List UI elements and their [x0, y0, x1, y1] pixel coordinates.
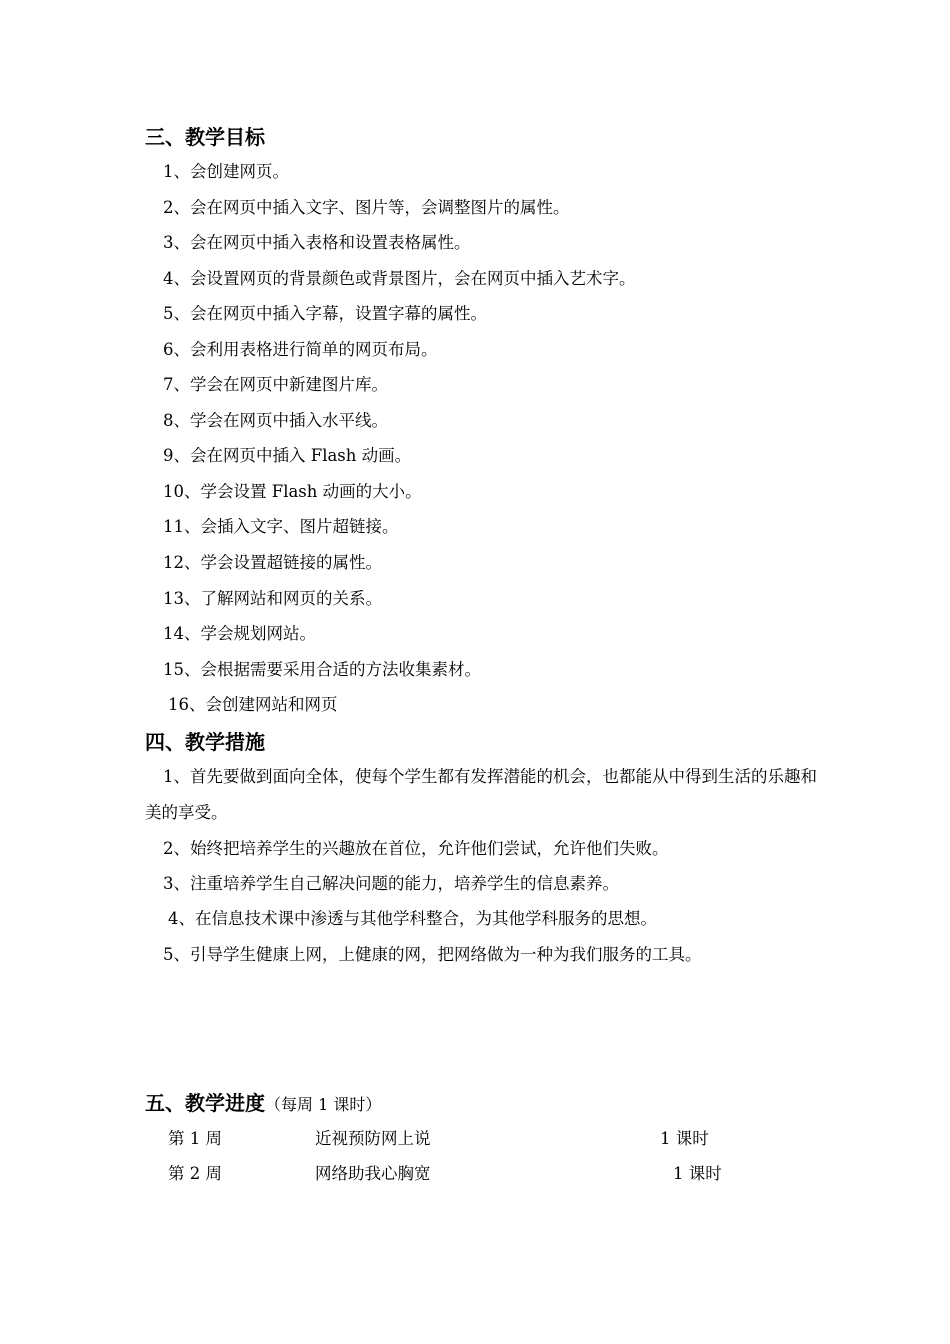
schedule-week: 第 1 周 [168, 1129, 222, 1148]
goal-item-14: 14、学会规划网站。 [163, 624, 316, 643]
schedule-topic: 近视预防网上说 [315, 1129, 431, 1148]
goal-item-13: 13、了解网站和网页的关系。 [163, 589, 382, 608]
goal-item-6: 6、会利用表格进行简单的网页布局。 [163, 340, 438, 359]
goal-item-2: 2、会在网页中插入文字、图片等，会调整图片的属性。 [163, 198, 570, 217]
goal-item-7: 7、学会在网页中新建图片库。 [163, 375, 388, 394]
goals-heading: 三、教学目标 [145, 125, 265, 149]
goal-item-16: 16、会创建网站和网页 [168, 695, 338, 714]
goal-item-4: 4、会设置网页的背景颜色或背景图片，会在网页中插入艺术字。 [163, 269, 636, 288]
goal-item-8: 8、学会在网页中插入水平线。 [163, 411, 388, 430]
goal-item-9: 9、会在网页中插入 Flash 动画。 [163, 446, 412, 465]
measure-item-5: 5、引导学生健康上网，上健康的网，把网络做为一种为我们服务的工具。 [163, 945, 702, 964]
schedule-heading-note: （每周 1 课时） [265, 1095, 382, 1114]
goal-item-15: 15、会根据需要采用合适的方法收集素材。 [163, 660, 481, 679]
goal-item-1: 1、会创建网页。 [163, 162, 289, 181]
goal-item-10: 10、学会设置 Flash 动画的大小。 [163, 482, 422, 501]
goal-item-11: 11、会插入文字、图片超链接。 [163, 517, 399, 536]
schedule-row [0, 1163, 950, 1185]
schedule-hours: 1 课时 [660, 1129, 709, 1148]
measure-item-1: 1、首先要做到面向全体，使每个学生都有发挥潜能的机会，也都能从中得到生活的乐趣和美的享受。 [145, 767, 817, 822]
schedule-week: 第 2 周 [168, 1164, 222, 1183]
measure-item-2: 2、始终把培养学生的兴趣放在首位，允许他们尝试，允许他们失败。 [163, 839, 669, 858]
schedule-heading-title: 五、教学进度 [145, 1091, 265, 1115]
goal-item-3: 3、会在网页中插入表格和设置表格属性。 [163, 233, 471, 252]
goal-item-5: 5、会在网页中插入字幕，设置字幕的属性。 [163, 304, 487, 323]
measure-item-3: 3、注重培养学生自己解决问题的能力，培养学生的信息素养。 [163, 874, 619, 893]
goal-item-12: 12、学会设置超链接的属性。 [163, 553, 382, 572]
schedule-topic: 网络助我心胸宽 [315, 1164, 431, 1183]
measures-heading: 四、教学措施 [145, 730, 265, 754]
measure-item-4: 4、在信息技术课中渗透与其他学科整合，为其他学科服务的思想。 [168, 909, 657, 928]
schedule-heading [145, 1090, 381, 1118]
schedule-hours: 1 课时 [673, 1164, 722, 1183]
schedule-row [0, 1128, 950, 1150]
